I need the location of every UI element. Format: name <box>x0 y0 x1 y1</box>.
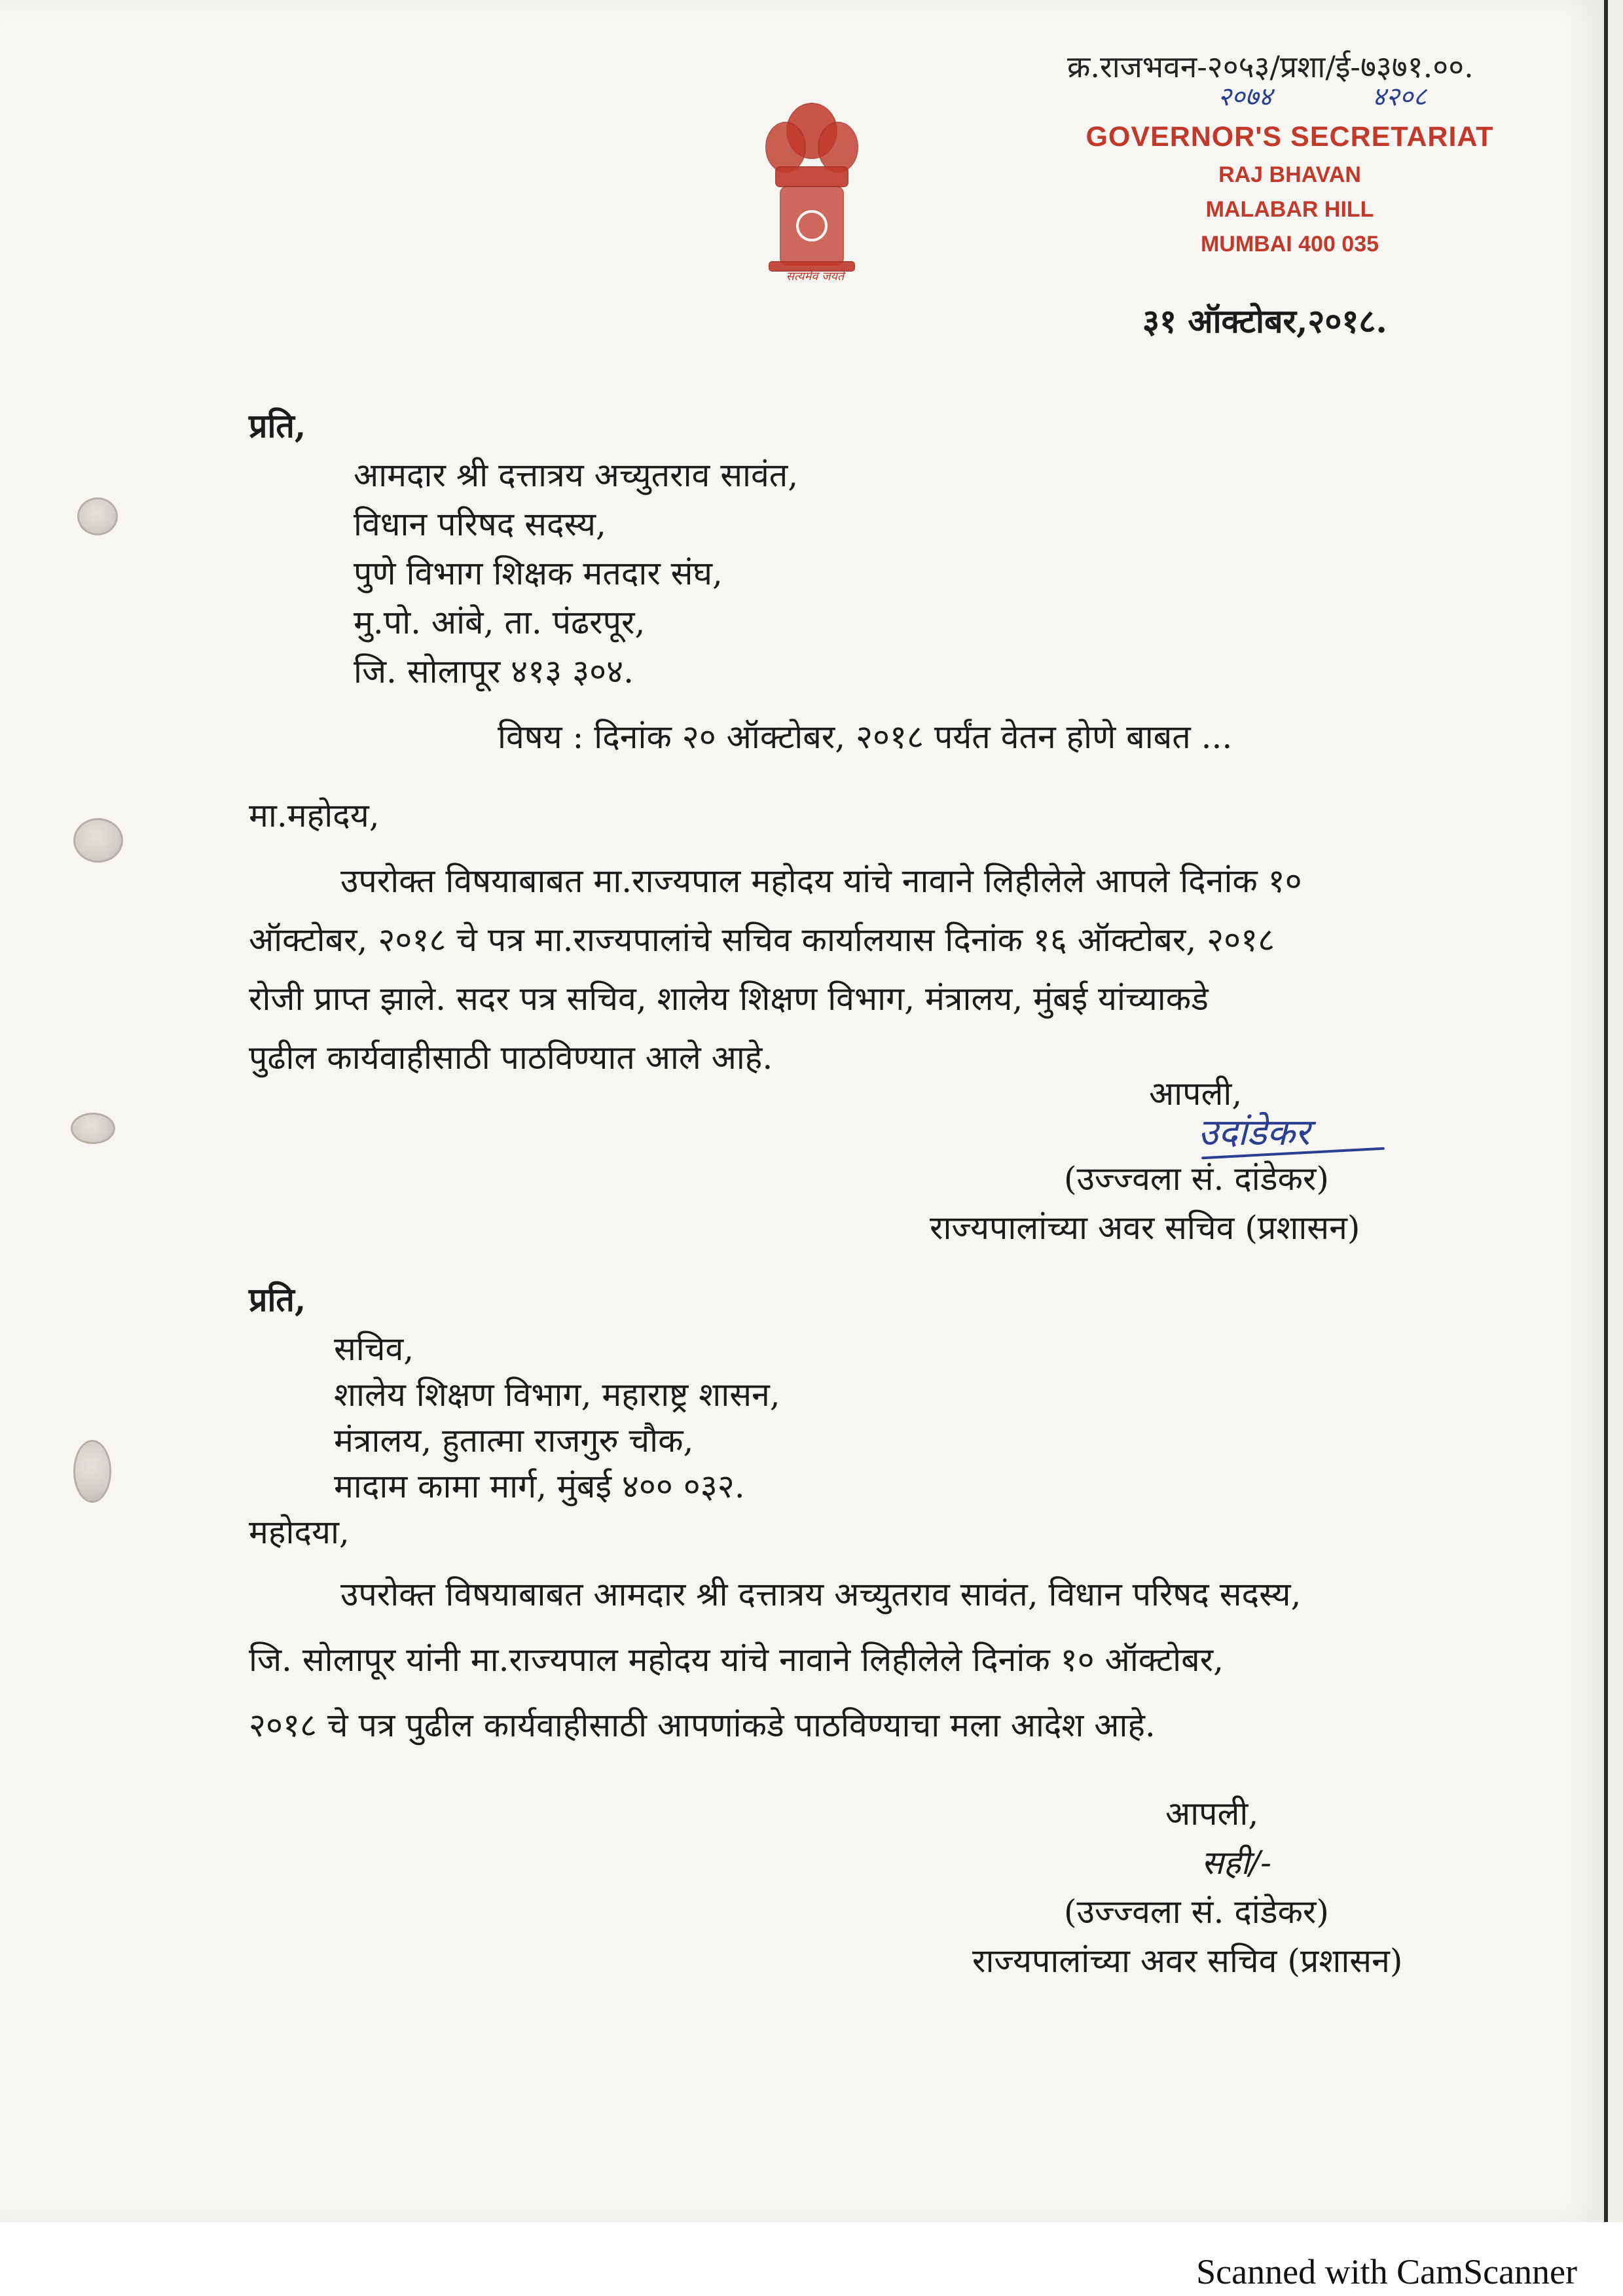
punch-hole <box>71 1113 115 1144</box>
letter2-salutation: महोदया, <box>249 1513 350 1551</box>
letter2-body-line: २०१८ चे पत्र पुढील कार्यवाहीसाठी आपणांकडे पाठविण्याचा मला आदेश आहे. <box>249 1706 1156 1744</box>
letterhead-line4: MUMBAI 400 035 <box>1200 232 1379 257</box>
letter1-body-line: रोजी प्राप्त झाले. सदर पत्र सचिव, शालेय शिक्षण विभाग, मंत्रालय, मुंबई यांच्याकडे <box>249 980 1209 1018</box>
letterhead-line1: GOVERNOR'S SECRETARIAT <box>1085 121 1494 152</box>
punch-hole <box>73 818 123 863</box>
letter1-closing: आपली, <box>1149 1075 1243 1113</box>
reference-handwritten <box>1218 77 1545 113</box>
letter1-body-line: उपरोक्त विषयाबाबत मा.राज्यपाल महोदय यांचे नावाने लिहीलेले आपले दिनांक १० <box>340 862 1302 900</box>
letter2-closing: आपली, <box>1165 1795 1259 1833</box>
letter-date: ३१ ऑक्टोबर,२०१८. <box>1142 302 1387 340</box>
letter1-address-line: विधान परिषद सदस्य, <box>354 505 606 543</box>
letter1-signatory-name: (उज्ज्वला सं. दांडेकर) <box>1064 1160 1329 1198</box>
letter1-address-line: पुणे विभाग शिक्षक मतदार संघ, <box>354 554 723 592</box>
letter1-handwritten-signature: उदांडेकर <box>1198 1111 1310 1154</box>
punch-hole <box>77 497 118 535</box>
letter1-body-line: ऑक्टोबर, २०१८ चे पत्र मा.राज्यपालांचे सचिव कार्यालयास दिनांक १६ ऑक्टोबर, २०१८ <box>249 921 1275 959</box>
letterhead-line3: MALABAR HILL <box>1205 197 1374 222</box>
emblem-motto: सत्यमेव जयते <box>786 270 845 283</box>
letter2-body-line: उपरोक्त विषयाबाबत आमदार श्री दत्तात्रय अच्युतराव सावंत, विधान परिषद सदस्य, <box>340 1575 1302 1613</box>
letter1-address-line: जि. सोलापूर ४१३ ३०४. <box>354 653 634 691</box>
reference-handwritten-left: २०७४ <box>1218 82 1273 112</box>
letter2-signatory-title: राज्यपालांच्या अवर सचिव (प्रशासन) <box>972 1942 1403 1980</box>
letter2-address-line: सचिव, <box>334 1330 414 1368</box>
letter2-address-line: मादाम कामा मार्ग, मुंबई ४०० ०३२. <box>334 1467 745 1505</box>
letter1-signatory-title: राज्यपालांच्या अवर सचिव (प्रशासन) <box>930 1209 1360 1247</box>
letterhead-line2: RAJ BHAVAN <box>1218 162 1361 187</box>
national-emblem-icon <box>746 95 877 291</box>
letter1-salutation: मा.महोदय, <box>249 797 380 834</box>
letter2-signatory-name: (उज्ज्वला सं. दांडेकर) <box>1064 1893 1329 1931</box>
letter1-address-line: आमदार श्री दत्तात्रय अच्युतराव सावंत, <box>354 456 799 494</box>
reference-handwritten-right: ४२०८ <box>1372 82 1427 112</box>
letter1-address-line: मु.पो. आंबे, ता. पंढरपूर, <box>354 603 646 641</box>
letter2-body-line: जि. सोलापूर यांनी मा.राज्यपाल महोदय यांचे नावाने लिहीलेले दिनांक १० ऑक्टोबर, <box>249 1641 1224 1679</box>
scanner-watermark: Scanned with CamScanner <box>1196 2252 1577 2291</box>
reference-number: क्र.राजभवन-२०५३/प्रशा/ई-७३७१.००. <box>1067 49 1474 84</box>
letter1-body-line: पुढील कार्यवाहीसाठी पाठविण्यात आले आहे. <box>249 1039 773 1077</box>
letter1-prati: प्रति, <box>249 406 306 445</box>
letter2-signed: सही/- <box>1201 1844 1272 1882</box>
letter2-prati: प्रति, <box>249 1280 306 1319</box>
letter1-subject: विषय : दिनांक २० ऑक्टोबर, २०१८ पर्यंत वेतन होणे बाबत ... <box>498 718 1233 756</box>
letterhead <box>1048 121 1532 257</box>
punch-hole <box>73 1440 111 1503</box>
letter2-address-line: मंत्रालय, हुतात्मा राजगुरु चौक, <box>334 1422 694 1460</box>
letter2-address-line: शालेय शिक्षण विभाग, महाराष्ट्र शासन, <box>334 1376 780 1414</box>
